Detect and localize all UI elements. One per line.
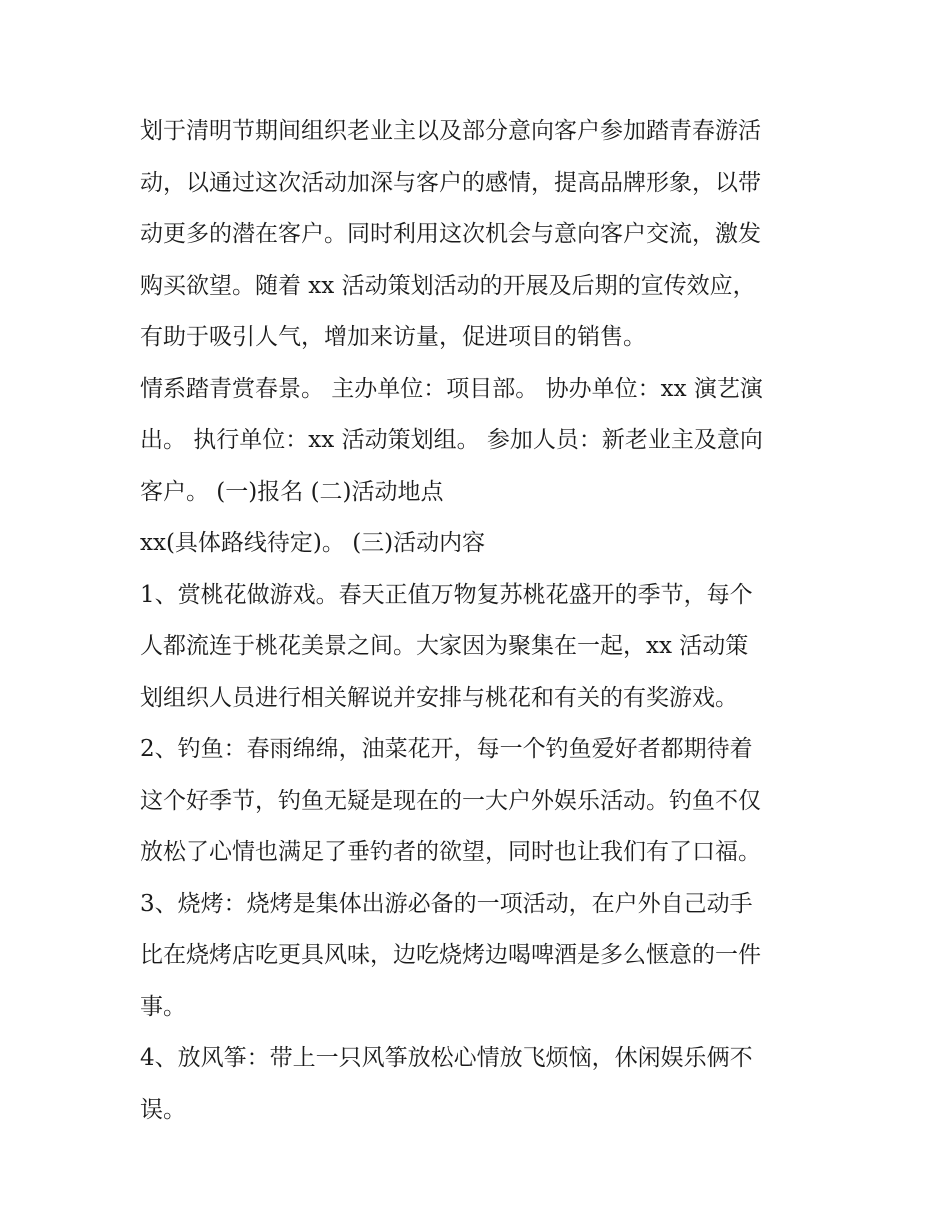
text-line: 误。 [140,1096,186,1123]
text-line: 有助于吸引人气，增加来访量，促进项目的销售。 [140,324,646,350]
text-line: 4、放风筝：带上一只风筝放松心情放飞烦恼，休闲娱乐俩不 [140,1045,753,1071]
text-line: 这个好季节，钓鱼无疑是现在的一大户外娱乐活动。钓鱼不仅 [140,787,761,814]
document-body [140,106,820,1136]
text-line: 购买欲望。随着 xx 活动策划活动的开展及后期的宣传效应， [140,272,756,299]
text-line: 动更多的潜在客户。同时利用这次机会与意向客户交流，激发 [140,221,761,247]
text-line: 客户。 (一)报名 (二)活动地点 [140,478,444,505]
text-line: xx(具体路线待定)。 (三)活动内容 [140,530,486,556]
text-line: 情系踏青赏春景。 主办单位：项目部。 协办单位：xx 演艺演 [140,375,763,402]
text-line: 动，以通过这次活动加深与客户的感情，提高品牌形象，以带 [140,169,761,196]
text-line: 划于清明节期间组织老业主以及部分意向客户参加踏青春游活 [140,118,761,144]
text-line: 2、钓鱼：春雨绵绵，油菜花开，每一个钓鱼爱好者都期待着 [140,736,753,762]
text-line: 出。 执行单位：xx 活动策划组。 参加人员：新老业主及意向 [140,427,763,453]
text-line: 事。 [140,993,186,1020]
text-line: 比在烧烤店吃更具风味，边吃烧烤边喝啤酒是多么惬意的一件 [140,942,761,968]
text-line: 1、赏桃花做游戏。春天正值万物复苏桃花盛开的季节，每个 [140,581,753,608]
text-line: 3、烧烤：烧烤是集体出游必备的一项活动，在户外自己动手 [140,890,753,917]
text-line: 划组织人员进行相关解说并安排与桃花和有关的有奖游戏。 [140,684,738,711]
text-line: 人都流连于桃花美景之间。大家因为聚集在一起，xx 活动策 [140,633,749,659]
text-line: 放松了心情也满足了垂钓者的欲望，同时也让我们有了口福。 [140,839,761,865]
